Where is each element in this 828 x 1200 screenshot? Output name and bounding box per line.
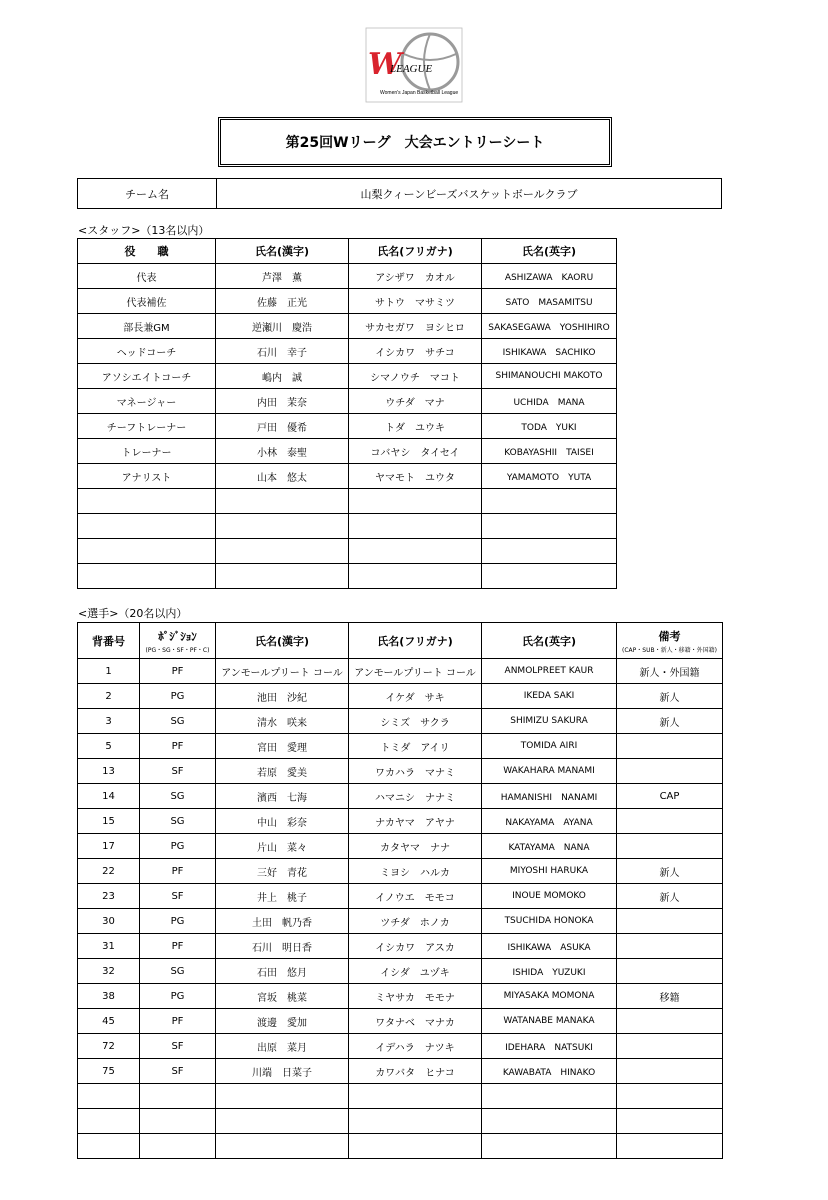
- staff-name-en: ASHIZAWA KAORU: [482, 264, 617, 289]
- staff-role: アソシエイトコーチ: [78, 364, 216, 389]
- player-remarks: [617, 1134, 723, 1159]
- staff-name-kana: [349, 514, 482, 539]
- player-name-kanji: 片山 菜々: [216, 834, 349, 859]
- players-header-name-kanji: 氏名(漢字): [216, 623, 349, 659]
- player-remarks: 新人・外国籍: [617, 659, 723, 684]
- table-row: [78, 959, 723, 984]
- staff-name-kana: ヤマモト ユウタ: [349, 464, 482, 489]
- staff-name-kana: サトウ マサミツ: [349, 289, 482, 314]
- player-remarks: [617, 759, 723, 784]
- player-name-kana: イデハラ ナツキ: [349, 1034, 482, 1059]
- table-row: [78, 264, 617, 289]
- table-row: [78, 1034, 723, 1059]
- staff-header-name-kanji: 氏名(漢字): [216, 239, 349, 264]
- player-name-kana: トミダ アイリ: [349, 734, 482, 759]
- player-number: 32: [78, 959, 140, 984]
- table-row: [78, 834, 723, 859]
- player-name-kana: ナカヤマ アヤナ: [349, 809, 482, 834]
- player-name-en: ANMOLPREET KAUR: [482, 659, 617, 684]
- staff-role: [78, 489, 216, 514]
- staff-name-en: KOBAYASHII TAISEI: [482, 439, 617, 464]
- wleague-logo: [360, 24, 468, 106]
- logo-mark: W: [368, 47, 402, 82]
- table-row: [78, 339, 617, 364]
- player-name-en: NAKAYAMA AYANA: [482, 809, 617, 834]
- table-row: [78, 439, 617, 464]
- players-section-label: <選手>（20名以内）: [78, 607, 188, 620]
- staff-name-en: UCHIDA MANA: [482, 389, 617, 414]
- player-name-kanji: 宮坂 桃菜: [216, 984, 349, 1009]
- table-row: [78, 514, 617, 539]
- table-row: [78, 464, 617, 489]
- table-row: [78, 564, 617, 589]
- player-name-kanji: 川端 日菜子: [216, 1059, 349, 1084]
- staff-role: 代表: [78, 264, 216, 289]
- players-header-remarks: [617, 623, 723, 659]
- table-row: [78, 314, 617, 339]
- staff-name-kanji: [216, 514, 349, 539]
- player-remarks: [617, 1109, 723, 1134]
- logo-word: LEAGUE: [390, 63, 433, 75]
- player-number: 23: [78, 884, 140, 909]
- player-name-kanji: 若原 愛美: [216, 759, 349, 784]
- players-header-name-en: 氏名(英字): [482, 623, 617, 659]
- player-position: [140, 1134, 216, 1159]
- player-position: SG: [140, 784, 216, 809]
- staff-name-kana: サカセガワ ヨシヒロ: [349, 314, 482, 339]
- team-name-label: チーム名: [78, 179, 217, 209]
- table-row: [78, 984, 723, 1009]
- players-header-name-kana: 氏名(フリガナ): [349, 623, 482, 659]
- player-position: SG: [140, 809, 216, 834]
- staff-name-kanji: 内田 茉奈: [216, 389, 349, 414]
- player-name-kana: イノウエ モモコ: [349, 884, 482, 909]
- staff-role: マネージャー: [78, 389, 216, 414]
- player-name-kanji: 池田 沙紀: [216, 684, 349, 709]
- player-name-kana: イケダ サキ: [349, 684, 482, 709]
- staff-role: チーフトレーナー: [78, 414, 216, 439]
- table-row: [78, 364, 617, 389]
- staff-name-en: SAKASEGAWA YOSHIHIRO: [482, 314, 617, 339]
- player-name-kanji: 濱西 七海: [216, 784, 349, 809]
- player-position: PG: [140, 834, 216, 859]
- player-name-en: INOUE MOMOKO: [482, 884, 617, 909]
- player-name-en: [482, 1134, 617, 1159]
- table-row: [78, 934, 723, 959]
- table-row: [78, 759, 723, 784]
- player-name-kana: [349, 1109, 482, 1134]
- player-remarks: [617, 809, 723, 834]
- staff-role: [78, 514, 216, 539]
- player-name-kanji: [216, 1084, 349, 1109]
- player-number: 31: [78, 934, 140, 959]
- table-row: [78, 734, 723, 759]
- staff-name-kanji: 逆瀬川 慶浩: [216, 314, 349, 339]
- player-name-en: WAKAHARA MANAMI: [482, 759, 617, 784]
- table-row: [78, 1134, 723, 1159]
- player-name-kanji: 清水 咲来: [216, 709, 349, 734]
- staff-role: トレーナー: [78, 439, 216, 464]
- player-name-en: [482, 1109, 617, 1134]
- table-row: [78, 809, 723, 834]
- player-remarks: 新人: [617, 859, 723, 884]
- staff-name-kanji: 戸田 優希: [216, 414, 349, 439]
- staff-name-en: [482, 539, 617, 564]
- player-position: SG: [140, 709, 216, 734]
- player-position: SF: [140, 1059, 216, 1084]
- player-position: PF: [140, 734, 216, 759]
- table-row: [78, 389, 617, 414]
- table-row: [78, 784, 723, 809]
- staff-role: 代表補佐: [78, 289, 216, 314]
- player-name-en: TOMIDA AIRI: [482, 734, 617, 759]
- staff-role: ヘッドコーチ: [78, 339, 216, 364]
- player-number: 1: [78, 659, 140, 684]
- player-remarks: CAP: [617, 784, 723, 809]
- player-number: 75: [78, 1059, 140, 1084]
- player-name-en: TSUCHIDA HONOKA: [482, 909, 617, 934]
- player-remarks: [617, 959, 723, 984]
- player-name-kanji: 土田 帆乃香: [216, 909, 349, 934]
- staff-name-kanji: 石川 幸子: [216, 339, 349, 364]
- player-name-kana: ワタナベ マナカ: [349, 1009, 482, 1034]
- staff-header-name-kana: 氏名(フリガナ): [349, 239, 482, 264]
- player-number: 72: [78, 1034, 140, 1059]
- staff-name-kanji: [216, 539, 349, 564]
- player-name-en: KAWABATA HINAKO: [482, 1059, 617, 1084]
- player-position: SF: [140, 884, 216, 909]
- table-row: [78, 289, 617, 314]
- players-header-position-label: ﾎﾟｼﾞｼｮﾝ: [158, 629, 197, 643]
- player-number: 2: [78, 684, 140, 709]
- player-name-kana: カワバタ ヒナコ: [349, 1059, 482, 1084]
- player-remarks: [617, 934, 723, 959]
- player-name-kana: カタヤマ ナナ: [349, 834, 482, 859]
- player-number: [78, 1084, 140, 1109]
- players-header-position-sub: (PG・SG・SF・PF・C): [145, 646, 210, 654]
- staff-name-en: [482, 489, 617, 514]
- staff-role: アナリスト: [78, 464, 216, 489]
- player-number: 45: [78, 1009, 140, 1034]
- staff-section-label: <スタッフ>（13名以内）: [78, 224, 210, 237]
- staff-role: 部長兼GM: [78, 314, 216, 339]
- player-position: SG: [140, 959, 216, 984]
- staff-header-name-en: 氏名(英字): [482, 239, 617, 264]
- player-position: [140, 1084, 216, 1109]
- staff-name-kana: アシザワ カオル: [349, 264, 482, 289]
- players-header-number: 背番号: [78, 623, 140, 659]
- player-name-kana: ミヤサカ モモナ: [349, 984, 482, 1009]
- player-number: 13: [78, 759, 140, 784]
- player-name-kanji: 宮田 愛理: [216, 734, 349, 759]
- table-row: [78, 1109, 723, 1134]
- player-remarks: 新人: [617, 884, 723, 909]
- staff-name-kana: [349, 539, 482, 564]
- staff-header-role: 役 職: [78, 239, 216, 264]
- player-number: [78, 1134, 140, 1159]
- player-name-en: MIYASAKA MOMONA: [482, 984, 617, 1009]
- players-header-position: [140, 623, 216, 659]
- player-name-en: IDEHARA NATSUKI: [482, 1034, 617, 1059]
- player-name-kana: ハマニシ ナナミ: [349, 784, 482, 809]
- staff-name-kanji: 小林 泰聖: [216, 439, 349, 464]
- staff-role: [78, 539, 216, 564]
- staff-header-row: [78, 239, 617, 264]
- player-position: PG: [140, 984, 216, 1009]
- staff-table: [77, 238, 617, 589]
- staff-name-kana: コバヤシ タイセイ: [349, 439, 482, 464]
- player-name-en: IKEDA SAKI: [482, 684, 617, 709]
- player-remarks: [617, 909, 723, 934]
- player-number: 38: [78, 984, 140, 1009]
- player-name-en: ISHIKAWA ASUKA: [482, 934, 617, 959]
- player-number: 14: [78, 784, 140, 809]
- player-name-kanji: 三好 青花: [216, 859, 349, 884]
- player-position: PG: [140, 909, 216, 934]
- staff-name-kanji: [216, 564, 349, 589]
- staff-name-en: SATO MASAMITSU: [482, 289, 617, 314]
- staff-name-kanji: 佐藤 正光: [216, 289, 349, 314]
- player-position: PG: [140, 684, 216, 709]
- player-name-kana: アンモールプリート コール: [349, 659, 482, 684]
- player-name-kanji: [216, 1134, 349, 1159]
- player-remarks: [617, 834, 723, 859]
- player-position: PF: [140, 934, 216, 959]
- player-name-kanji: 渡邊 愛加: [216, 1009, 349, 1034]
- player-position: SF: [140, 1034, 216, 1059]
- player-name-en: HAMANISHI NANAMI: [482, 784, 617, 809]
- staff-name-en: [482, 514, 617, 539]
- player-name-kana: [349, 1134, 482, 1159]
- team-table: [77, 178, 722, 209]
- player-name-kana: [349, 1084, 482, 1109]
- player-remarks: [617, 1034, 723, 1059]
- staff-name-kanji: 嶋内 誠: [216, 364, 349, 389]
- player-number: 22: [78, 859, 140, 884]
- player-number: [78, 1109, 140, 1134]
- player-name-en: ISHIDA YUZUKI: [482, 959, 617, 984]
- player-name-kanji: 出原 菜月: [216, 1034, 349, 1059]
- player-name-kanji: 中山 彩奈: [216, 809, 349, 834]
- player-position: PF: [140, 659, 216, 684]
- player-remarks: [617, 1084, 723, 1109]
- player-name-kana: ミヨシ ハルカ: [349, 859, 482, 884]
- player-number: 3: [78, 709, 140, 734]
- staff-name-kana: トダ ユウキ: [349, 414, 482, 439]
- player-remarks: 新人: [617, 684, 723, 709]
- player-name-kanji: 石田 悠月: [216, 959, 349, 984]
- player-position: PF: [140, 859, 216, 884]
- player-name-kanji: 石川 明日香: [216, 934, 349, 959]
- player-name-kanji: アンモールプリート コール: [216, 659, 349, 684]
- player-name-kanji: 井上 桃子: [216, 884, 349, 909]
- staff-name-kana: イシカワ サチコ: [349, 339, 482, 364]
- staff-name-en: SHIMANOUCHI MAKOTO: [482, 364, 617, 389]
- player-position: [140, 1109, 216, 1134]
- player-name-kana: イシダ ユヅキ: [349, 959, 482, 984]
- table-row: [78, 709, 723, 734]
- players-header-remarks-label: 備考: [658, 629, 681, 643]
- table-row: [78, 859, 723, 884]
- staff-name-kana: [349, 489, 482, 514]
- player-number: 30: [78, 909, 140, 934]
- player-name-kana: シミズ サクラ: [349, 709, 482, 734]
- team-name-value: 山梨クィーンビーズバスケットボールクラブ: [217, 179, 722, 209]
- player-remarks: [617, 1009, 723, 1034]
- logo-tagline: Women's Japan Basketball League: [380, 90, 459, 96]
- table-row: [78, 414, 617, 439]
- players-table: [77, 622, 723, 1159]
- staff-role: [78, 564, 216, 589]
- staff-name-kana: シマノウチ マコト: [349, 364, 482, 389]
- players-header-row: [78, 623, 723, 659]
- table-row: [78, 489, 617, 514]
- table-row: [78, 1084, 723, 1109]
- staff-name-kanji: [216, 489, 349, 514]
- player-name-kanji: [216, 1109, 349, 1134]
- player-name-en: [482, 1084, 617, 1109]
- staff-name-en: [482, 564, 617, 589]
- player-name-en: MIYOSHI HARUKA: [482, 859, 617, 884]
- player-position: SF: [140, 759, 216, 784]
- table-row: [78, 659, 723, 684]
- staff-name-en: YAMAMOTO YUTA: [482, 464, 617, 489]
- player-name-kana: ワカハラ マナミ: [349, 759, 482, 784]
- player-name-en: SHIMIZU SAKURA: [482, 709, 617, 734]
- staff-name-kanji: 芦澤 薫: [216, 264, 349, 289]
- staff-name-kana: ウチダ マナ: [349, 389, 482, 414]
- staff-name-en: TODA YUKI: [482, 414, 617, 439]
- players-header-remarks-sub: (CAP・SUB・新人・移籍・外国籍): [622, 646, 717, 654]
- player-remarks: 新人: [617, 709, 723, 734]
- player-number: 15: [78, 809, 140, 834]
- player-name-en: WATANABE MANAKA: [482, 1009, 617, 1034]
- table-row: [78, 684, 723, 709]
- player-name-kana: イシカワ アスカ: [349, 934, 482, 959]
- player-number: 5: [78, 734, 140, 759]
- table-row: [78, 909, 723, 934]
- player-name-kana: ツチダ ホノカ: [349, 909, 482, 934]
- staff-name-en: ISHIKAWA SACHIKO: [482, 339, 617, 364]
- table-row: [78, 539, 617, 564]
- player-number: 17: [78, 834, 140, 859]
- staff-name-kana: [349, 564, 482, 589]
- table-row: [78, 1059, 723, 1084]
- table-row: [78, 884, 723, 909]
- player-remarks: 移籍: [617, 984, 723, 1009]
- player-remarks: [617, 1059, 723, 1084]
- player-remarks: [617, 734, 723, 759]
- document-title: 第25回Wリーグ 大会エントリーシート: [218, 117, 612, 167]
- table-row: [78, 1009, 723, 1034]
- player-name-en: KATAYAMA NANA: [482, 834, 617, 859]
- player-position: PF: [140, 1009, 216, 1034]
- staff-name-kanji: 山本 悠太: [216, 464, 349, 489]
